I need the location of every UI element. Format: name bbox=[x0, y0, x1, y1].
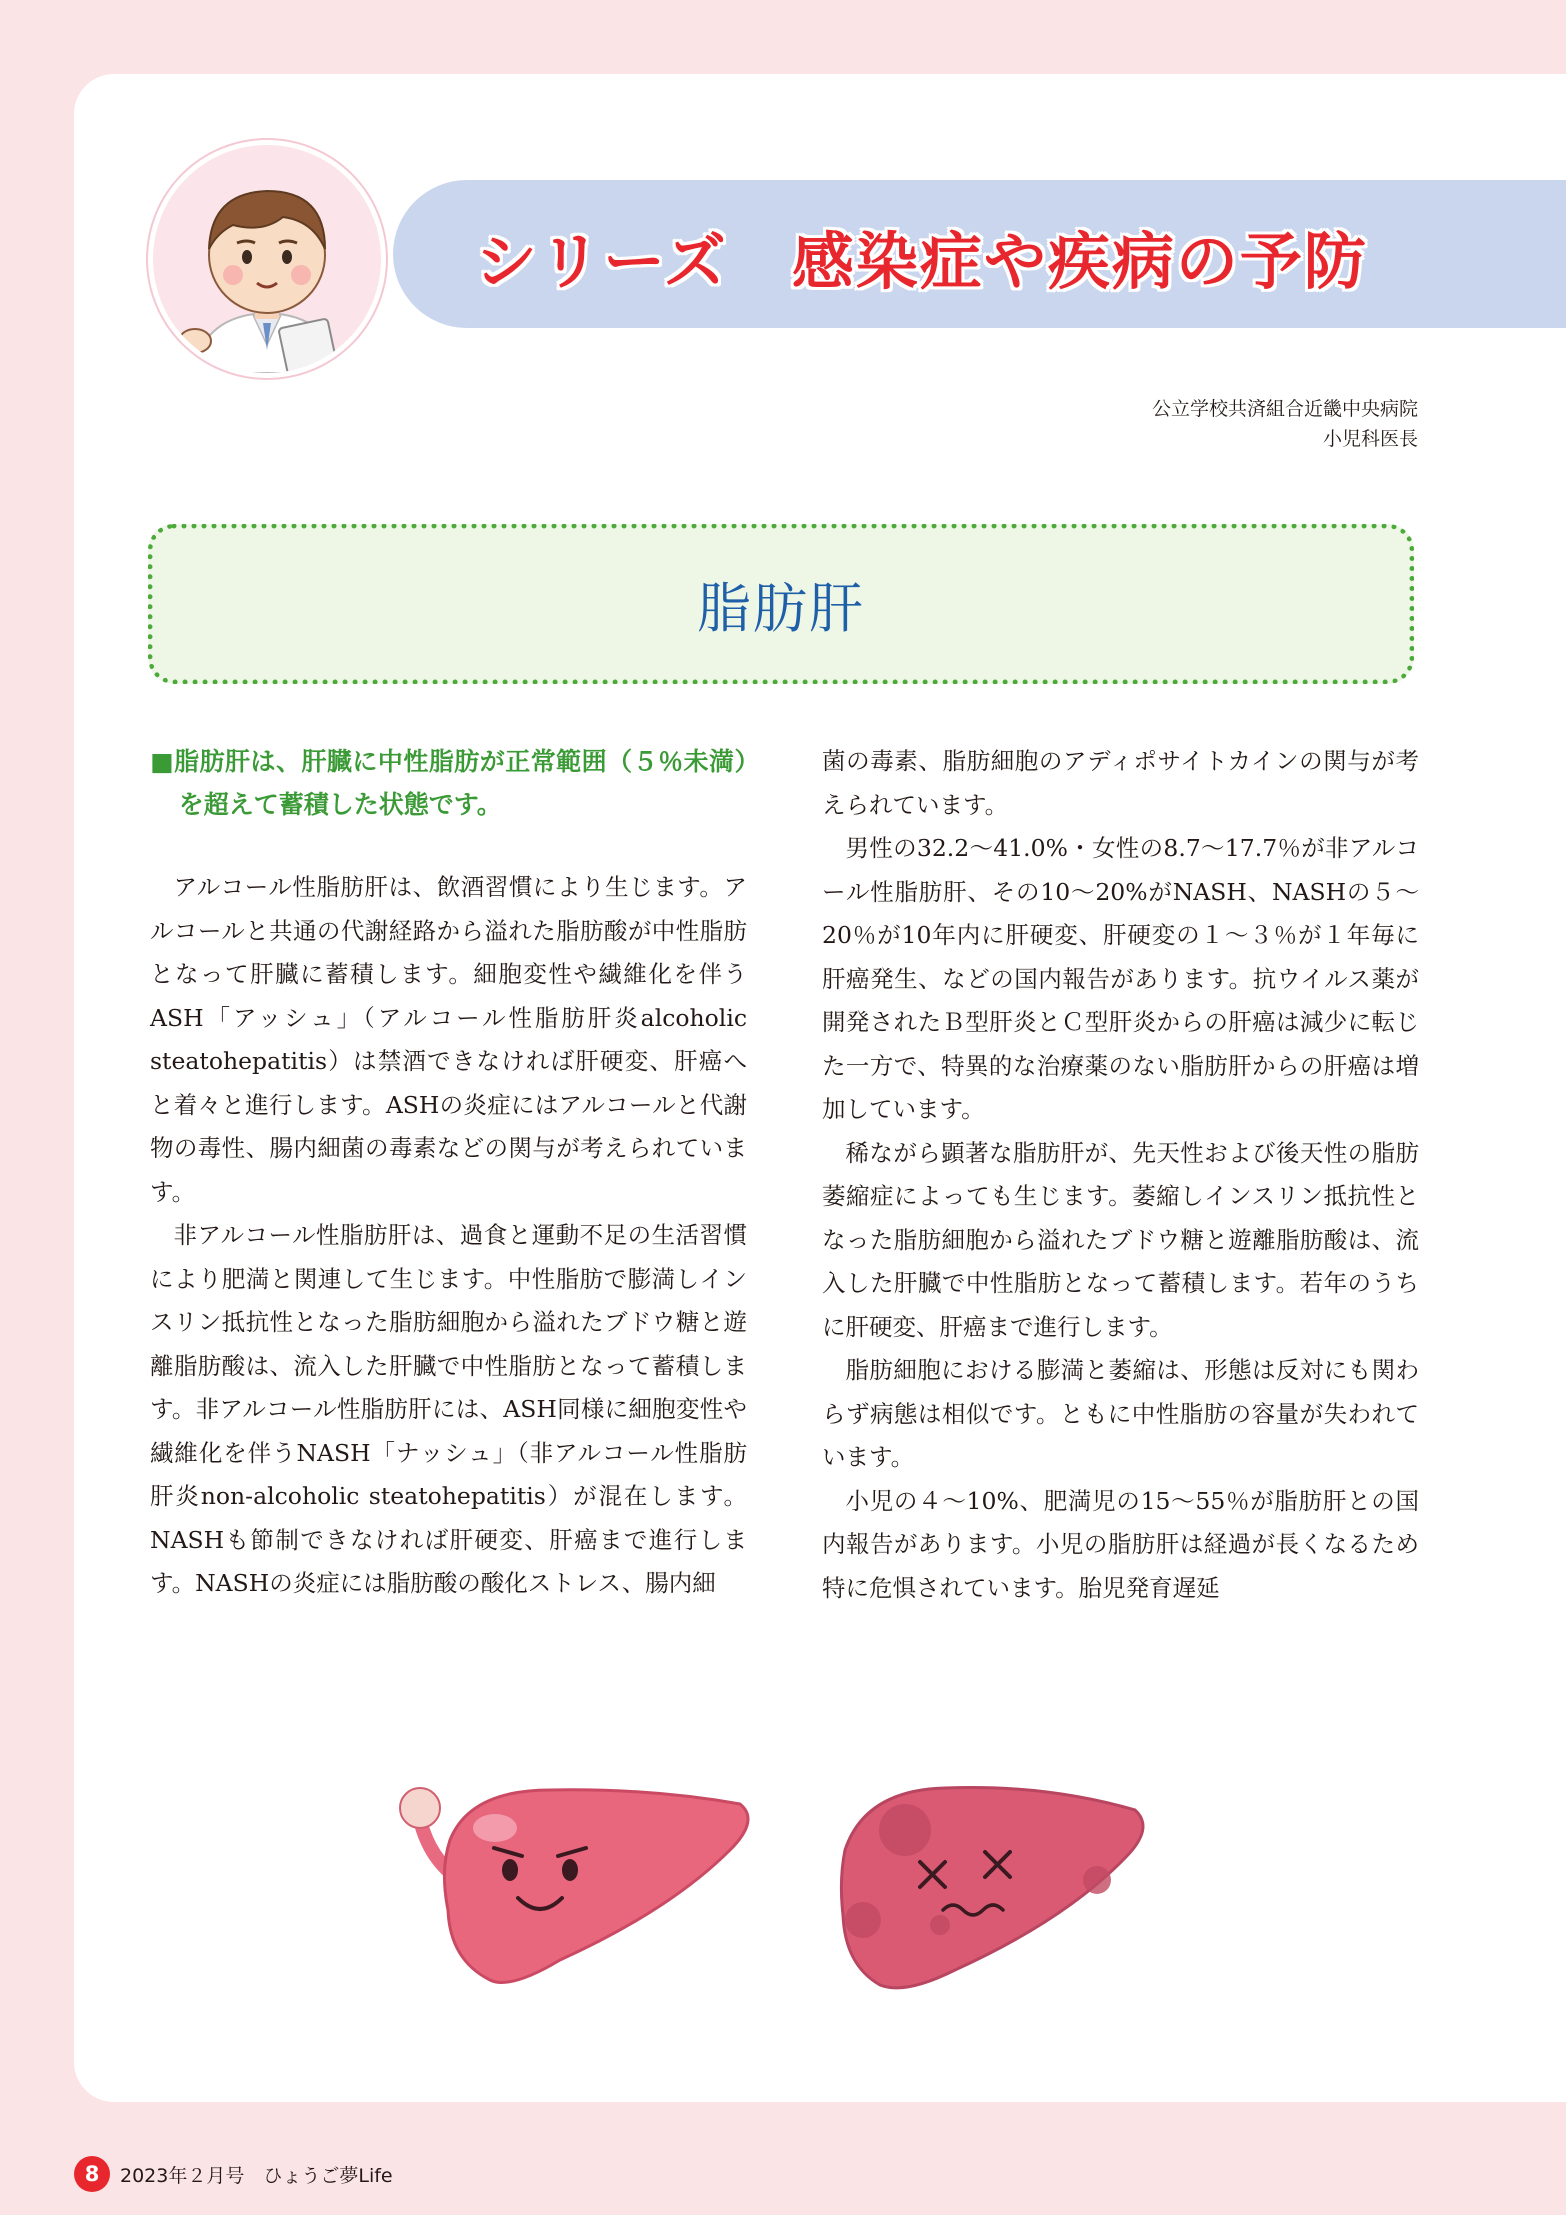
paragraph: 脂肪細胞における膨満と萎縮は、形態は反対にも関わらず病態は相似です。ともに中性脂肪の容量が失われています。 bbox=[822, 1356, 1419, 1471]
author-credit bbox=[1152, 394, 1418, 454]
lead-text: 脂肪肝は、肝臓に中性脂肪が正常範囲（５％未満）を超えて蓄積した状態です。 bbox=[174, 747, 747, 819]
paragraph: アルコール性脂肪肝は、飲酒習慣により生じます。アルコールと共通の代謝経路から溢れた脂肪酸が中性脂肪となって肝臓に蓄積します。細胞変性や繊維化を伴うASH「アッシュ」（アルコール性脂肪肝炎alcoholic steatohepatitis）は禁酒できなければ肝硬変、肝癌へと着々と進行します。ASHの炎症にはアルコールと代謝物の毒性、腸内細菌の毒素などの関与が考えられています。 bbox=[150, 873, 747, 1206]
article-column-right bbox=[822, 740, 1419, 1610]
paragraph: 菌の毒素、脂肪細胞のアディポサイトカインの関与が考えられています。 bbox=[822, 747, 1419, 819]
topic-box bbox=[148, 524, 1414, 684]
fatty-liver-illustration bbox=[835, 1770, 1155, 2000]
series-title: シリーズ 感染症や疾病の予防 bbox=[475, 225, 1368, 298]
paragraph: 小児の４～10%、肥満児の15～55％が脂肪肝との国内報告があります。小児の脂肪肝は経過が長くなるため特に危惧されています。胎児発育遅延 bbox=[822, 1486, 1419, 1602]
healthy-liver-illustration bbox=[390, 1760, 760, 2000]
paragraph: 男性の32.2～41.0%・女性の8.7～17.7％が非アルコール性脂肪肝、その10～20%がNASH、NASHの５～20％が10年内に肝硬変、肝硬変の１～３％が１年毎に肝癌発生、などの国内報告があります。抗ウイルス薬が開発されたＢ型肝炎とＣ型肝炎からの肝癌は減少に転じた一方で、特異的な治療薬のない脂肪肝からの肝癌は増加しています。 bbox=[822, 834, 1419, 1123]
paragraph: 稀ながら顕著な脂肪肝が、先天性および後天性の脂肪萎縮症によっても生じます。萎縮しインスリン抵抗性となった脂肪細胞から溢れたブドウ糖と遊離脂肪酸は、流入した肝臓で中性脂肪となって蓄積します。若年のうちに肝硬変、肝癌まで進行します。 bbox=[822, 1138, 1419, 1341]
article-column-left bbox=[150, 740, 747, 1606]
paragraph: 非アルコール性脂肪肝は、過食と運動不足の生活習慣により肥満と関連して生じます。中性脂肪で膨満しインスリン抵抗性となった脂肪細胞から溢れたブドウ糖と遊離脂肪酸は、流入した肝臓で中性脂肪となって蓄積します。非アルコール性脂肪肝には、ASH同様に細胞変性や繊維化を伴うNASH「ナッシュ」（非アルコール性脂肪肝炎non-alcoholic steatohepatitis）が混在します。NASHも節制できなければ肝硬変、肝癌まで進行します。NASHの炎症には脂肪酸の酸化ストレス、腸内細 bbox=[150, 1221, 747, 1597]
square-bullet-icon: ■ bbox=[150, 747, 175, 776]
issue-label: 2023年２月号 ひょうご夢Life bbox=[120, 2164, 393, 2187]
author-position: 小児科医長 bbox=[1322, 428, 1418, 450]
page-footer bbox=[74, 2156, 393, 2192]
lead-heading bbox=[150, 740, 747, 826]
page-number: 8 bbox=[74, 2156, 110, 2192]
topic-title: 脂肪肝 bbox=[697, 576, 865, 640]
author-affiliation: 公立学校共済組合近畿中央病院 bbox=[1151, 398, 1418, 420]
doctor-avatar bbox=[148, 140, 386, 378]
